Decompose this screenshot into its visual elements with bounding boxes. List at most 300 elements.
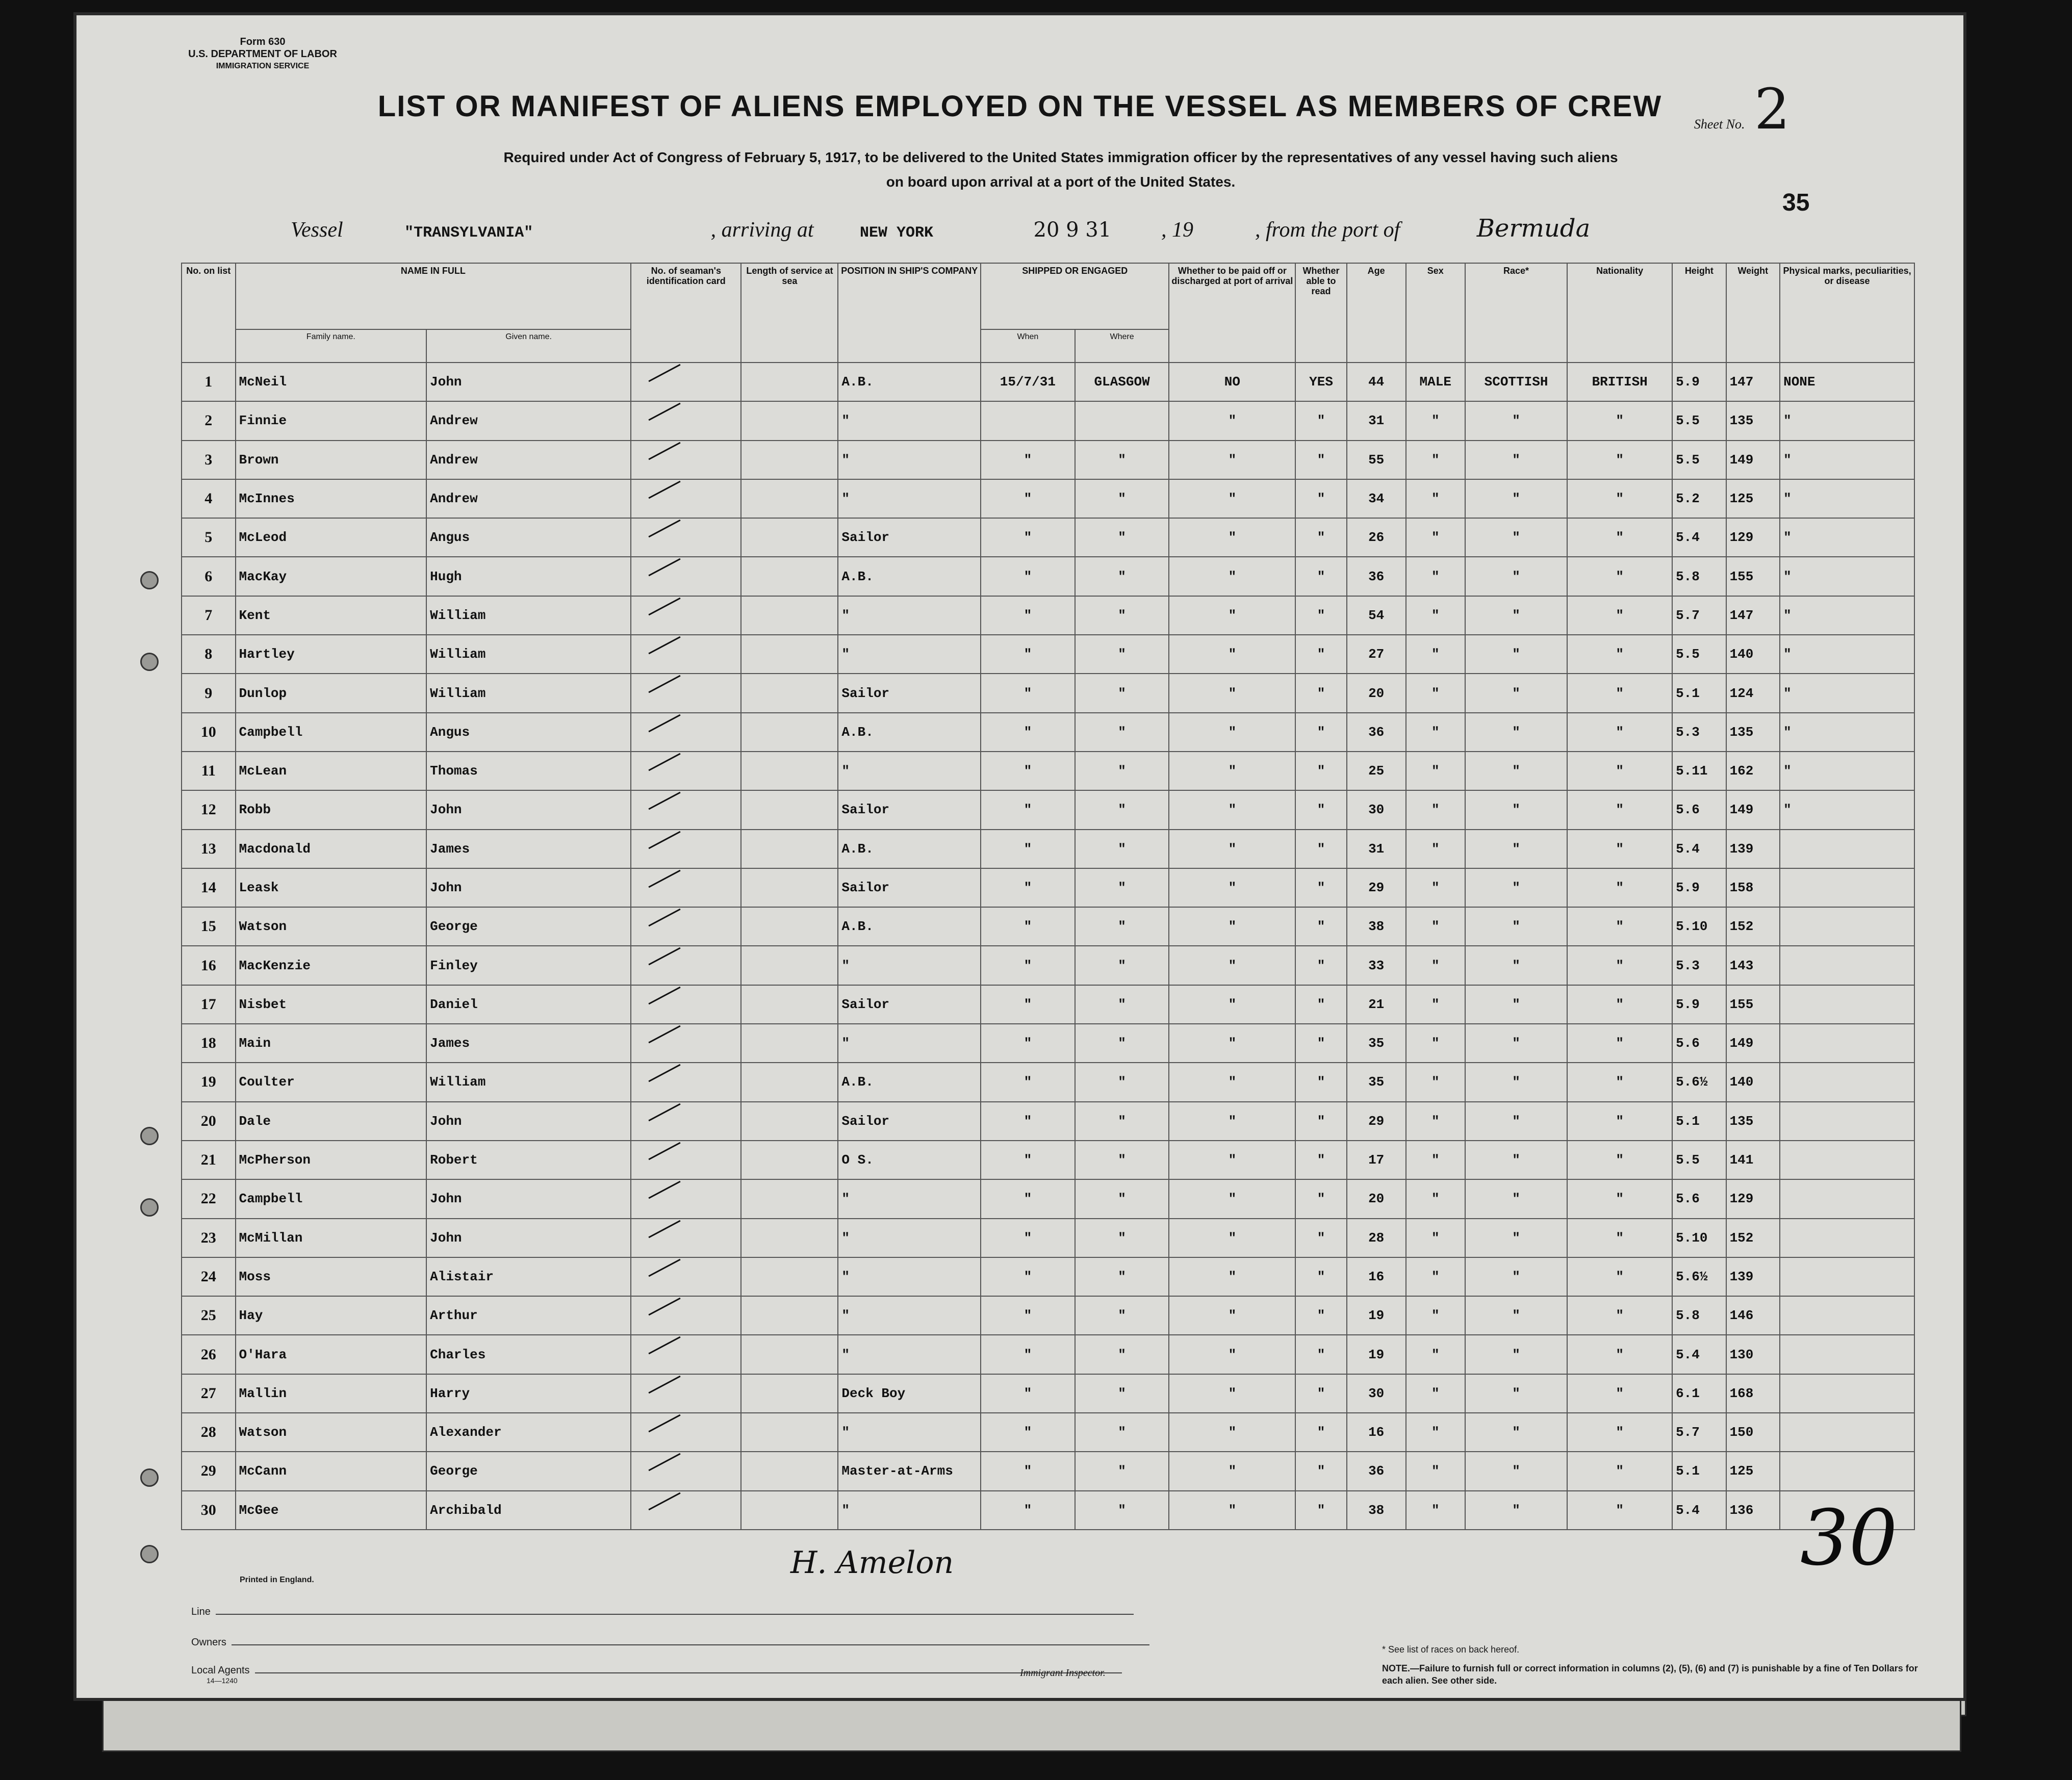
row-number-cell: 9 xyxy=(182,674,236,712)
race-cell: " xyxy=(1465,1452,1568,1490)
nationality-cell: BRITISH xyxy=(1567,363,1672,401)
table-row xyxy=(182,674,1914,712)
age-cell: 35 xyxy=(1347,1024,1406,1063)
physical-marks-cell xyxy=(1780,946,1914,985)
shipped-where-cell: " xyxy=(1075,1413,1169,1452)
check-mark-icon xyxy=(649,947,681,966)
physical-marks-cell xyxy=(1780,1296,1914,1335)
shipped-where-cell: " xyxy=(1075,1063,1169,1101)
table-row xyxy=(182,363,1914,401)
given-name-cell: William xyxy=(426,596,631,635)
service-length-cell xyxy=(741,1063,838,1101)
id-card-cell xyxy=(631,1141,741,1179)
table-row xyxy=(182,830,1914,868)
col-given-name: Given name. xyxy=(426,329,631,363)
col-where: Where xyxy=(1075,329,1169,363)
weight-cell: 140 xyxy=(1726,1063,1780,1101)
physical-marks-cell xyxy=(1780,1024,1914,1063)
given-name-cell: Harry xyxy=(426,1374,631,1413)
paid-off-cell: " xyxy=(1169,674,1295,712)
check-mark-icon xyxy=(649,558,681,577)
age-cell: 36 xyxy=(1347,713,1406,752)
able-to-read-cell: " xyxy=(1295,790,1346,829)
shipped-when-cell: " xyxy=(981,674,1075,712)
position-cell: " xyxy=(838,1179,981,1218)
nationality-cell: " xyxy=(1567,790,1672,829)
row-number-cell: 26 xyxy=(182,1335,236,1374)
age-cell: 38 xyxy=(1347,1491,1406,1530)
family-name-cell: McLean xyxy=(236,752,427,790)
owners-label: Owners xyxy=(191,1637,226,1648)
service-length-cell xyxy=(741,1374,838,1413)
family-name-cell: Macdonald xyxy=(236,830,427,868)
shipped-when-cell: " xyxy=(981,635,1075,674)
given-name-cell: John xyxy=(426,1179,631,1218)
table-row xyxy=(182,596,1914,635)
family-name-cell: Campbell xyxy=(236,713,427,752)
family-name-cell: Leask xyxy=(236,868,427,907)
manifest-sheet xyxy=(76,15,1963,1698)
service-length-cell xyxy=(741,752,838,790)
paid-off-cell: " xyxy=(1169,868,1295,907)
check-mark-icon xyxy=(649,1103,681,1121)
given-name-cell: Angus xyxy=(426,518,631,557)
sex-cell: " xyxy=(1406,985,1465,1024)
shipped-when-cell: " xyxy=(981,985,1075,1024)
given-name-cell: John xyxy=(426,363,631,401)
sex-cell: " xyxy=(1406,1296,1465,1335)
position-cell: Sailor xyxy=(838,985,981,1024)
page-title: LIST OR MANIFEST OF ALIENS EMPLOYED ON THE VESSEL AS MEMBERS OF CREW xyxy=(377,90,1662,123)
family-name-cell: Mallin xyxy=(236,1374,427,1413)
table-row xyxy=(182,1063,1914,1101)
service-length-cell xyxy=(741,907,838,946)
nationality-cell: " xyxy=(1567,1024,1672,1063)
age-cell: 30 xyxy=(1347,790,1406,829)
arrival-date: 20 9 31 xyxy=(1033,218,1112,242)
check-mark-icon xyxy=(649,831,681,849)
shipped-when-cell: " xyxy=(981,946,1075,985)
shipped-when-cell: " xyxy=(981,1102,1075,1141)
height-cell: 5.9 xyxy=(1672,868,1726,907)
line-field xyxy=(191,1606,1134,1618)
given-name-cell: Robert xyxy=(426,1141,631,1179)
shipped-where-cell: " xyxy=(1075,1296,1169,1335)
shipped-where-cell: " xyxy=(1075,985,1169,1024)
weight-cell: 155 xyxy=(1726,557,1780,596)
service-length-cell xyxy=(741,1296,838,1335)
sex-cell: " xyxy=(1406,1413,1465,1452)
service-length-cell xyxy=(741,1102,838,1141)
nationality-cell: " xyxy=(1567,635,1672,674)
height-cell: 5.3 xyxy=(1672,713,1726,752)
physical-marks-cell: " xyxy=(1780,596,1914,635)
able-to-read-cell: " xyxy=(1295,1374,1346,1413)
physical-marks-cell xyxy=(1780,907,1914,946)
weight-cell: 135 xyxy=(1726,1102,1780,1141)
able-to-read-cell: " xyxy=(1295,868,1346,907)
service-length-cell xyxy=(741,985,838,1024)
shipped-where-cell: " xyxy=(1075,441,1169,479)
sex-cell: " xyxy=(1406,1141,1465,1179)
race-cell: " xyxy=(1465,596,1568,635)
position-cell: " xyxy=(838,946,981,985)
age-cell: 20 xyxy=(1347,1179,1406,1218)
row-number-cell: 11 xyxy=(182,752,236,790)
family-name-cell: Campbell xyxy=(236,1179,427,1218)
age-cell: 29 xyxy=(1347,1102,1406,1141)
age-cell: 44 xyxy=(1347,363,1406,401)
nationality-cell: " xyxy=(1567,1491,1672,1530)
given-name-cell: Andrew xyxy=(426,441,631,479)
service-length-cell xyxy=(741,1257,838,1296)
height-cell: 5.5 xyxy=(1672,441,1726,479)
id-card-cell xyxy=(631,1257,741,1296)
shipped-when-cell: " xyxy=(981,1179,1075,1218)
shipped-where-cell: " xyxy=(1075,946,1169,985)
height-cell: 6.1 xyxy=(1672,1374,1726,1413)
col-id-card: No. of seaman's identification card xyxy=(631,263,741,363)
check-mark-icon xyxy=(649,1025,681,1044)
given-name-cell: Andrew xyxy=(426,401,631,440)
shipped-when-cell: " xyxy=(981,907,1075,946)
service-length-cell xyxy=(741,479,838,518)
able-to-read-cell: " xyxy=(1295,1296,1346,1335)
row-number-cell: 29 xyxy=(182,1452,236,1490)
race-cell: " xyxy=(1465,635,1568,674)
table-row xyxy=(182,1257,1914,1296)
table-row xyxy=(182,985,1914,1024)
race-cell: " xyxy=(1465,479,1568,518)
shipped-when-cell: " xyxy=(981,830,1075,868)
row-number-cell: 30 xyxy=(182,1491,236,1530)
given-name-cell: James xyxy=(426,1024,631,1063)
table-row xyxy=(182,1374,1914,1413)
paid-off-cell: " xyxy=(1169,1413,1295,1452)
table-row xyxy=(182,713,1914,752)
page-subtitle xyxy=(331,145,1790,194)
race-cell: " xyxy=(1465,907,1568,946)
shipped-when-cell: " xyxy=(981,1024,1075,1063)
nationality-cell: " xyxy=(1567,1413,1672,1452)
height-cell: 5.6½ xyxy=(1672,1257,1726,1296)
check-mark-icon xyxy=(649,520,681,538)
paid-off-cell: " xyxy=(1169,596,1295,635)
weight-cell: 147 xyxy=(1726,363,1780,401)
table-row xyxy=(182,1296,1914,1335)
race-cell: " xyxy=(1465,1374,1568,1413)
physical-marks-cell xyxy=(1780,1257,1914,1296)
inspector-signature: H. Amelon xyxy=(790,1545,954,1581)
sex-cell: " xyxy=(1406,1063,1465,1101)
shipped-where-cell: " xyxy=(1075,790,1169,829)
position-cell: Sailor xyxy=(838,518,981,557)
position-cell: " xyxy=(838,1024,981,1063)
table-row xyxy=(182,518,1914,557)
shipped-when-cell: " xyxy=(981,868,1075,907)
service-length-cell xyxy=(741,1413,838,1452)
col-race: Race* xyxy=(1465,263,1568,363)
paid-off-cell: " xyxy=(1169,479,1295,518)
owners-field xyxy=(191,1637,1149,1648)
race-cell: " xyxy=(1465,1179,1568,1218)
nationality-cell: " xyxy=(1567,1257,1672,1296)
table-row xyxy=(182,401,1914,440)
nationality-cell: " xyxy=(1567,674,1672,712)
able-to-read-cell: " xyxy=(1295,441,1346,479)
position-cell: " xyxy=(838,1335,981,1374)
year-label: , 19 xyxy=(1161,218,1193,242)
row-number-cell: 7 xyxy=(182,596,236,635)
shipped-when-cell: " xyxy=(981,1257,1075,1296)
row-number-cell: 15 xyxy=(182,907,236,946)
id-card-cell xyxy=(631,1063,741,1101)
race-cell: " xyxy=(1465,1491,1568,1530)
check-mark-icon xyxy=(649,1414,681,1433)
check-mark-icon xyxy=(649,1181,681,1199)
check-mark-icon xyxy=(649,1298,681,1316)
physical-marks-cell: " xyxy=(1780,441,1914,479)
shipped-where-cell: " xyxy=(1075,596,1169,635)
table-row xyxy=(182,635,1914,674)
family-name-cell: McCann xyxy=(236,1452,427,1490)
shipped-when-cell: " xyxy=(981,596,1075,635)
sex-cell: " xyxy=(1406,1102,1465,1141)
vessel-label: Vessel xyxy=(291,218,343,242)
weight-cell: 147 xyxy=(1726,596,1780,635)
row-number-cell: 12 xyxy=(182,790,236,829)
given-name-cell: John xyxy=(426,1219,631,1257)
nationality-cell: " xyxy=(1567,1179,1672,1218)
id-card-cell xyxy=(631,674,741,712)
row-number-cell: 28 xyxy=(182,1413,236,1452)
age-cell: 27 xyxy=(1347,635,1406,674)
row-number-cell: 10 xyxy=(182,713,236,752)
family-name-cell: Kent xyxy=(236,596,427,635)
row-number-cell: 23 xyxy=(182,1219,236,1257)
id-card-cell xyxy=(631,518,741,557)
sex-cell: " xyxy=(1406,946,1465,985)
paid-off-cell: " xyxy=(1169,1141,1295,1179)
weight-cell: 136 xyxy=(1726,1491,1780,1530)
position-cell: Sailor xyxy=(838,868,981,907)
check-mark-icon xyxy=(649,1142,681,1160)
sex-cell: " xyxy=(1406,1374,1465,1413)
able-to-read-cell: " xyxy=(1295,1024,1346,1063)
able-to-read-cell: " xyxy=(1295,946,1346,985)
form-number: Form 630 xyxy=(240,36,286,47)
physical-marks-cell: " xyxy=(1780,557,1914,596)
position-cell: " xyxy=(838,479,981,518)
nationality-cell: " xyxy=(1567,868,1672,907)
sex-cell: " xyxy=(1406,635,1465,674)
col-service: Length of service at sea xyxy=(741,263,838,363)
height-cell: 5.5 xyxy=(1672,401,1726,440)
position-cell: " xyxy=(838,635,981,674)
physical-marks-cell: NONE xyxy=(1780,363,1914,401)
shipped-when-cell: " xyxy=(981,1413,1075,1452)
able-to-read-cell: " xyxy=(1295,479,1346,518)
punch-hole xyxy=(140,1545,159,1563)
able-to-read-cell: " xyxy=(1295,1257,1346,1296)
paid-off-cell: " xyxy=(1169,635,1295,674)
arriving-label: , arriving at xyxy=(710,218,814,242)
height-cell: 5.5 xyxy=(1672,635,1726,674)
family-name-cell: Finnie xyxy=(236,401,427,440)
service-length-cell xyxy=(741,635,838,674)
age-cell: 35 xyxy=(1347,1063,1406,1101)
height-cell: 5.10 xyxy=(1672,1219,1726,1257)
check-mark-icon xyxy=(649,598,681,616)
weight-cell: 146 xyxy=(1726,1296,1780,1335)
nationality-cell: " xyxy=(1567,946,1672,985)
given-name-cell: Alexander xyxy=(426,1413,631,1452)
check-mark-icon xyxy=(649,481,681,499)
table-row xyxy=(182,1413,1914,1452)
paid-off-cell: " xyxy=(1169,401,1295,440)
table-row xyxy=(182,946,1914,985)
service-length-cell xyxy=(741,441,838,479)
nationality-cell: " xyxy=(1567,1063,1672,1101)
age-cell: 25 xyxy=(1347,752,1406,790)
id-card-cell xyxy=(631,1102,741,1141)
service-length-cell xyxy=(741,518,838,557)
shipped-where-cell: " xyxy=(1075,1257,1169,1296)
id-card-cell xyxy=(631,1024,741,1063)
shipped-where-cell: " xyxy=(1075,1141,1169,1179)
check-mark-icon xyxy=(649,792,681,810)
paid-off-cell: " xyxy=(1169,713,1295,752)
row-number-cell: 18 xyxy=(182,1024,236,1063)
height-cell: 5.3 xyxy=(1672,946,1726,985)
shipped-where-cell: " xyxy=(1075,752,1169,790)
inspector-label: Immigrant Inspector. xyxy=(1020,1667,1106,1679)
height-cell: 5.9 xyxy=(1672,985,1726,1024)
position-cell: Deck Boy xyxy=(838,1374,981,1413)
paid-off-cell: " xyxy=(1169,1257,1295,1296)
given-name-cell: Andrew xyxy=(426,479,631,518)
service-length-cell xyxy=(741,946,838,985)
able-to-read-cell: " xyxy=(1295,674,1346,712)
family-name-cell: MacKenzie xyxy=(236,946,427,985)
race-cell: " xyxy=(1465,830,1568,868)
service-length-cell xyxy=(741,1219,838,1257)
position-cell: Sailor xyxy=(838,674,981,712)
race-cell: " xyxy=(1465,1296,1568,1335)
row-number-cell: 14 xyxy=(182,868,236,907)
from-port: Bermuda xyxy=(1476,214,1591,243)
check-mark-icon xyxy=(649,364,681,382)
family-name-cell: Nisbet xyxy=(236,985,427,1024)
height-cell: 5.1 xyxy=(1672,1102,1726,1141)
row-number-cell: 2 xyxy=(182,401,236,440)
paid-off-cell: " xyxy=(1169,518,1295,557)
paid-off-cell: " xyxy=(1169,830,1295,868)
col-age: Age xyxy=(1347,263,1406,363)
age-cell: 38 xyxy=(1347,907,1406,946)
check-mark-icon xyxy=(649,1375,681,1394)
shipped-where-cell: " xyxy=(1075,1179,1169,1218)
sheet-label: Sheet No. xyxy=(1694,117,1745,132)
physical-marks-cell xyxy=(1780,1219,1914,1257)
nationality-cell: " xyxy=(1567,1219,1672,1257)
row-number-cell: 5 xyxy=(182,518,236,557)
table-row xyxy=(182,557,1914,596)
family-name-cell: Robb xyxy=(236,790,427,829)
nationality-cell: " xyxy=(1567,1102,1672,1141)
race-cell: " xyxy=(1465,985,1568,1024)
id-card-cell xyxy=(631,1413,741,1452)
service-length-cell xyxy=(741,674,838,712)
check-mark-icon xyxy=(649,753,681,771)
paid-off-cell: " xyxy=(1169,985,1295,1024)
position-cell: A.B. xyxy=(838,1063,981,1101)
position-cell: Master-at-Arms xyxy=(838,1452,981,1490)
physical-marks-cell: " xyxy=(1780,518,1914,557)
position-cell: A.B. xyxy=(838,713,981,752)
sex-cell: " xyxy=(1406,1452,1465,1490)
age-cell: 19 xyxy=(1347,1296,1406,1335)
row-number-cell: 24 xyxy=(182,1257,236,1296)
crew-table xyxy=(181,263,1915,1530)
col-nationality: Nationality xyxy=(1567,263,1672,363)
physical-marks-cell xyxy=(1780,1179,1914,1218)
able-to-read-cell: " xyxy=(1295,596,1346,635)
age-cell: 34 xyxy=(1347,479,1406,518)
able-to-read-cell: " xyxy=(1295,830,1346,868)
id-card-cell xyxy=(631,907,741,946)
check-mark-icon xyxy=(649,675,681,693)
paid-off-cell: " xyxy=(1169,1024,1295,1063)
able-to-read-cell: " xyxy=(1295,713,1346,752)
physical-marks-cell: " xyxy=(1780,674,1914,712)
id-card-cell xyxy=(631,1491,741,1530)
given-name-cell: John xyxy=(426,868,631,907)
weight-cell: 140 xyxy=(1726,635,1780,674)
col-family-name: Family name. xyxy=(236,329,427,363)
fine-note: NOTE.—Failure to furnish full or correct information in columns (2), (5), (6) and (7) is punishable by a fine of Ten Dollars for each alien. See other side. xyxy=(1382,1663,1918,1686)
shipped-where-cell: " xyxy=(1075,1491,1169,1530)
weight-cell: 141 xyxy=(1726,1141,1780,1179)
id-card-cell xyxy=(631,441,741,479)
position-cell: A.B. xyxy=(838,830,981,868)
height-cell: 5.1 xyxy=(1672,1452,1726,1490)
weight-cell: 135 xyxy=(1726,401,1780,440)
service-length-cell xyxy=(741,1491,838,1530)
printed-note: Printed in England. xyxy=(240,1576,314,1584)
paid-off-cell: " xyxy=(1169,557,1295,596)
row-number-cell: 4 xyxy=(182,479,236,518)
check-mark-icon xyxy=(649,636,681,655)
check-mark-icon xyxy=(649,1453,681,1472)
col-read: Whether able to read xyxy=(1295,263,1346,363)
position-cell: O S. xyxy=(838,1141,981,1179)
punch-hole xyxy=(140,1468,159,1487)
height-cell: 5.2 xyxy=(1672,479,1726,518)
nationality-cell: " xyxy=(1567,1452,1672,1490)
agents-field xyxy=(191,1665,1122,1685)
given-name-cell: William xyxy=(426,635,631,674)
paid-off-cell: " xyxy=(1169,1452,1295,1490)
physical-marks-cell xyxy=(1780,868,1914,907)
id-card-cell xyxy=(631,985,741,1024)
col-shipped: SHIPPED OR ENGAGED xyxy=(981,263,1169,329)
sex-cell: " xyxy=(1406,1179,1465,1218)
id-card-cell xyxy=(631,635,741,674)
able-to-read-cell: " xyxy=(1295,1335,1346,1374)
family-name-cell: McPherson xyxy=(236,1141,427,1179)
given-name-cell: William xyxy=(426,1063,631,1101)
